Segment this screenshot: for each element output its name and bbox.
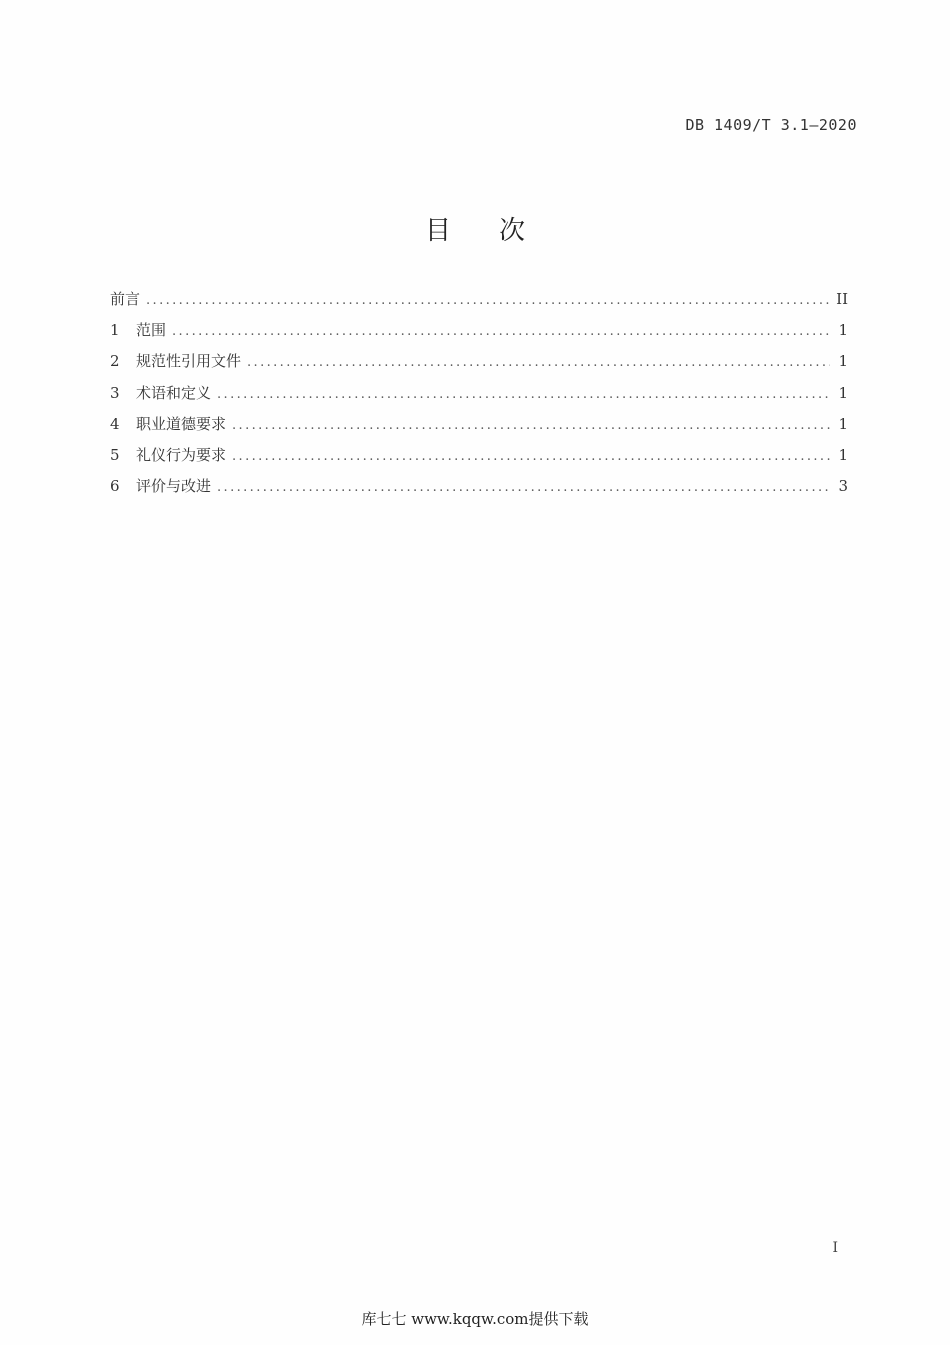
toc-entry-page: 3 [838, 477, 848, 496]
toc-entry-etiquette-requirements[interactable] [110, 444, 848, 475]
toc-entry-label: 规范性引用文件 [136, 352, 242, 371]
download-footer: 库七七 www.kqqw.com提供下载 [361, 1310, 589, 1328]
toc-entry-number: 3 [110, 383, 120, 402]
toc-title-part2: 次 [499, 216, 526, 246]
standard-code: DB 1409/T 3.1—2020 [685, 116, 857, 134]
toc-list [110, 288, 848, 506]
toc-leader-dots [232, 449, 830, 464]
toc-entry-page: 1 [838, 321, 848, 340]
toc-leader-dots [172, 324, 830, 339]
toc-entry-label: 术语和定义 [136, 383, 212, 402]
toc-entry-scope[interactable] [110, 319, 848, 350]
toc-entry-number: 1 [110, 321, 120, 340]
toc-entry-normative-references[interactable] [110, 350, 848, 381]
toc-entry-number: 6 [110, 477, 120, 496]
toc-title [0, 210, 950, 247]
toc-title-part1: 目 [424, 216, 451, 246]
toc-entry-number: 5 [110, 445, 120, 464]
toc-entry-ethics-requirements[interactable] [110, 413, 848, 444]
toc-entry-label: 评价与改进 [136, 477, 212, 496]
toc-entry-page: 1 [838, 352, 848, 371]
toc-entry-evaluation-improvement[interactable] [110, 475, 848, 506]
toc-entry-page: 1 [838, 383, 848, 402]
toc-entry-page: 1 [838, 414, 848, 433]
toc-entry-label: 职业道德要求 [136, 414, 227, 433]
page-number: I [832, 1240, 838, 1256]
toc-entry-number: 4 [110, 414, 120, 433]
toc-leader-dots [146, 293, 830, 308]
toc-entry-number: 2 [110, 352, 120, 371]
toc-entry-label: 礼仪行为要求 [136, 445, 227, 464]
toc-entry-foreword[interactable] [110, 288, 848, 319]
toc-entry-label: 范围 [136, 321, 167, 340]
toc-entry-page: 1 [838, 445, 848, 464]
toc-entry-terms-definitions[interactable] [110, 382, 848, 413]
toc-entry-label: 前言 [110, 290, 141, 308]
toc-entry-page: II [836, 290, 848, 308]
toc-leader-dots [232, 418, 830, 433]
toc-leader-dots [247, 355, 830, 370]
toc-leader-dots [217, 387, 830, 402]
toc-leader-dots [217, 480, 830, 495]
